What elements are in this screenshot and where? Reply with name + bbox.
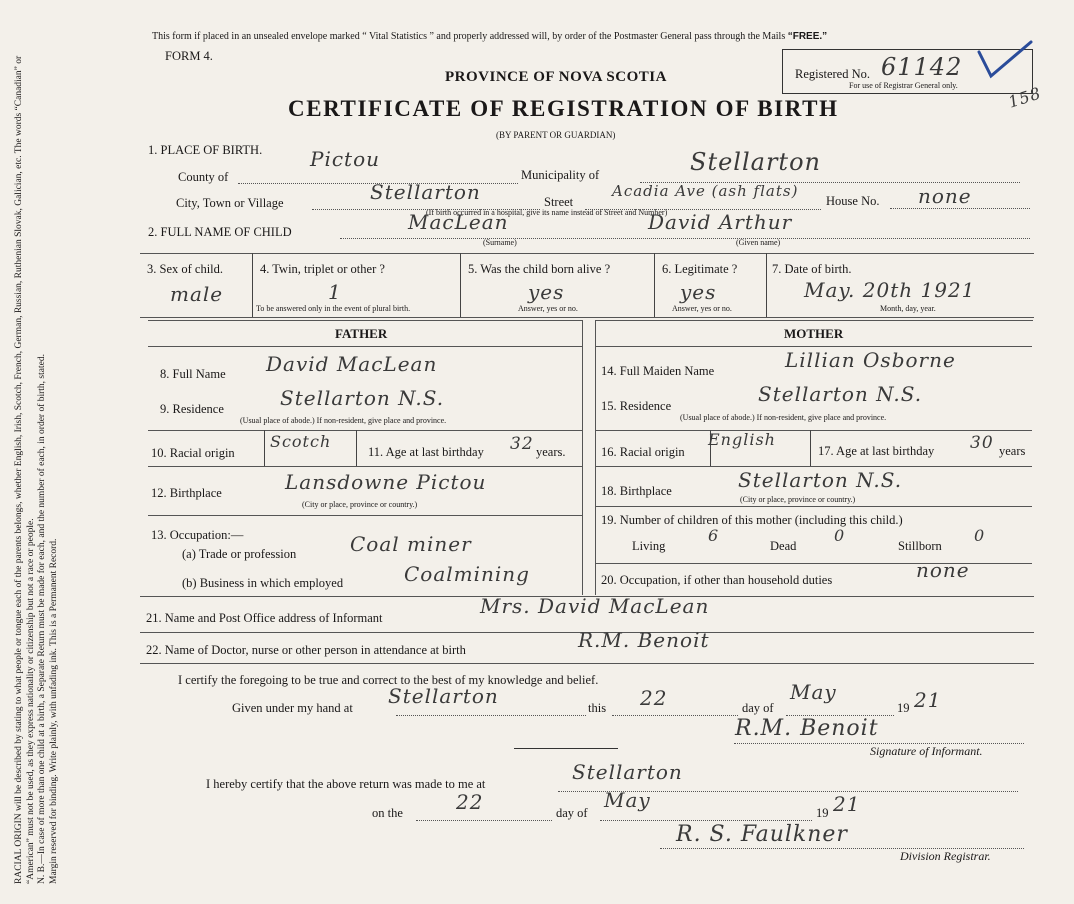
date-label: 7. Date of birth.: [772, 262, 852, 276]
doctor-label: 22. Name of Doctor, nurse or other person in attendance at birth: [146, 643, 466, 657]
fill-line: [238, 183, 518, 184]
hospital-note: (If birth occurred in a hospital, give its name instead of Street and Number): [426, 208, 668, 217]
father-residence-value: Stellarton N.S.: [280, 386, 445, 410]
fill-line: [890, 208, 1030, 209]
registered-note: For use of Registrar General only.: [849, 81, 958, 90]
alive-label: 5. Was the child born alive ?: [468, 262, 611, 276]
corner-mark: 158: [1005, 83, 1044, 112]
father-business-label: (b) Business in which employed: [182, 576, 344, 590]
father-occupation-label: 13. Occupation:—: [151, 528, 244, 542]
legitimate-value: yes: [680, 280, 717, 304]
alive-note: Answer, yes or no.: [518, 304, 578, 313]
registrar-month: May: [604, 788, 651, 812]
child-name-label: 2. FULL NAME OF CHILD: [148, 225, 292, 239]
certify-day: 22: [640, 686, 668, 710]
county-value: Pictou: [310, 147, 381, 171]
living-label: Living: [632, 539, 666, 553]
mother-age-value: 30: [970, 433, 994, 453]
father-name-label: 8. Full Name: [160, 367, 226, 381]
divider: [140, 317, 1034, 318]
living-value: 6: [708, 526, 720, 545]
father-years-label: years.: [536, 445, 566, 459]
municipality-label: Municipality of: [521, 168, 600, 182]
street-label: Street: [544, 195, 574, 209]
father-birthplace-note: (City or place, province or country.): [302, 500, 418, 509]
mother-birthplace-note: (City or place, province or country.): [740, 495, 856, 504]
mail-note-text: This form if placed in an unsealed envelope marked “ Vital Statistics ” and properly addressed will, by order of the Postmaster General pass through the Mails: [152, 31, 786, 42]
father-birthplace-value: Lansdowne Pictou: [285, 470, 487, 494]
registrar-signature-label: Division Registrar.: [900, 849, 991, 863]
divider: [140, 663, 1034, 664]
dead-value: 0: [834, 526, 846, 545]
certify-day-of-label: day of: [742, 701, 774, 715]
father-business-value: Coalmining: [404, 562, 530, 586]
father-race-label: 10. Racial origin: [151, 446, 235, 460]
sex-label: 3. Sex of child.: [147, 262, 224, 276]
date-value: May. 20th 1921: [804, 278, 976, 302]
mother-residence-value: Stellarton N.S.: [758, 382, 923, 406]
informant-label: 21. Name and Post Office address of Informant: [146, 611, 383, 625]
fill-line: [660, 848, 1024, 849]
mother-race-label: 16. Racial origin: [601, 445, 685, 459]
registrar-signature: R. S. Faulkner: [676, 822, 848, 847]
certify-statement: I certify the foregoing to be true and correct to the best of my knowledge and belief.: [178, 673, 599, 687]
father-trade-value: Coal miner: [350, 532, 472, 556]
divider: [148, 466, 582, 467]
given-under-label: Given under my hand at: [232, 701, 353, 715]
street-value: Acadia Ave (ash flats): [612, 182, 799, 200]
house-label: House No.: [826, 194, 880, 208]
form-number: FORM 4.: [165, 49, 213, 63]
divider: [595, 346, 1032, 347]
informant-value: Mrs. David MacLean: [480, 594, 710, 618]
divider: [595, 430, 1032, 431]
father-trade-label: (a) Trade or profession: [182, 547, 297, 561]
certify-this-label: this: [588, 701, 607, 715]
dead-label: Dead: [770, 539, 797, 553]
certify-year: 21: [914, 688, 942, 712]
divider: [766, 253, 767, 317]
page-subtitle: (BY PARENT OR GUARDIAN): [496, 130, 616, 140]
divider: [264, 430, 265, 466]
father-age-value: 32: [510, 434, 534, 454]
registered-number: 61142: [881, 53, 963, 81]
mother-age-label: 17. Age at last birthday: [818, 444, 935, 458]
child-surname: MacLean: [408, 210, 509, 234]
doctor-value: R.M. Benoit: [578, 628, 710, 652]
date-note: Month, day, year.: [880, 304, 936, 313]
place-of-birth-label: 1. PLACE OF BIRTH.: [148, 143, 263, 157]
divider: [654, 253, 655, 317]
divider: [140, 253, 1034, 254]
registrar-year: 21: [833, 792, 861, 816]
stillborn-label: Stillborn: [898, 539, 942, 553]
city-label: City, Town or Village: [176, 196, 284, 210]
margin-note-binding: Margin reserved for binding. Write plainly, with unfading ink. This is a Permanent Record.: [48, 538, 59, 884]
twin-note: To be answered only in the event of plural birth.: [256, 304, 411, 313]
registrar-on-label: on the: [372, 806, 403, 820]
mother-residence-label: 15. Residence: [601, 399, 672, 413]
divider: [148, 430, 582, 431]
stillborn-value: 0: [974, 526, 986, 545]
registrar-day: 22: [456, 790, 484, 814]
margin-notes: [14, 14, 134, 884]
twin-value: 1: [328, 280, 342, 304]
fill-line: [640, 182, 1020, 183]
divider: [356, 430, 357, 466]
mother-occupation-label: 20. Occupation, if other than household duties: [601, 573, 833, 587]
certify-month: May: [790, 680, 837, 704]
sex-value: male: [170, 282, 224, 306]
father-birthplace-label: 12. Birthplace: [151, 486, 222, 500]
informant-signature: R.M. Benoit: [735, 716, 879, 741]
registrar-year-prefix: 19: [816, 806, 829, 820]
father-age-label: 11. Age at last birthday: [368, 445, 484, 459]
municipality-value: Stellarton: [690, 148, 821, 176]
margin-note-racial: RACIAL ORIGIN will be described by stating to what people or tongue each of the parents belongs, whether English, Irish, Scotch, French, German, Russian, Ruthenian Slovak, Galician, etc. The words “Canadian” or “American” must not be used, as they express nationality or citizenship but not a race or people.: [14, 55, 36, 884]
check-mark-icon: [975, 38, 1035, 82]
margin-note-nb: N. B.—In case of more than one child at a birth, a Separate Return must be made for each, and the number of each, in order of birth, stated.: [37, 354, 47, 884]
certify-year-prefix: 19: [897, 701, 910, 715]
certify-place: Stellarton: [388, 684, 499, 708]
fill-line: [786, 715, 894, 716]
mother-birthplace-label: 18. Birthplace: [601, 484, 672, 498]
fill-line: [416, 820, 552, 821]
registrar-statement: I hereby certify that the above return was made to me at: [206, 777, 486, 791]
mother-residence-note: (Usual place of abode.) If non-resident, give place and province.: [680, 413, 887, 422]
divider: [252, 253, 253, 317]
mother-race-value: English: [708, 430, 776, 449]
children-count-label: 19. Number of children of this mother (including this child.): [601, 513, 903, 527]
divider: [595, 506, 1032, 507]
house-value: none: [918, 184, 972, 208]
registered-label: Registered No.: [795, 67, 870, 81]
divider: [810, 430, 811, 466]
fill-line: [612, 715, 738, 716]
father-name-value: David MacLean: [266, 352, 438, 376]
province-heading: PROVINCE OF NOVA SCOTIA: [445, 69, 667, 85]
twin-label: 4. Twin, triplet or other ?: [260, 262, 385, 276]
legitimate-label: 6. Legitimate ?: [662, 262, 738, 276]
fill-line: [312, 209, 540, 210]
mail-note: [152, 31, 827, 42]
county-label: County of: [178, 170, 229, 184]
child-given-name: David Arthur: [648, 210, 793, 234]
divider: [595, 466, 1032, 467]
fill-line: [340, 238, 1030, 239]
fill-line: [396, 715, 586, 716]
mother-name-label: 14. Full Maiden Name: [601, 364, 715, 378]
divider: [148, 346, 582, 347]
alive-value: yes: [528, 280, 565, 304]
father-race-value: Scotch: [270, 432, 332, 451]
legitimate-note: Answer, yes or no.: [672, 304, 732, 313]
mother-occupation-value: none: [916, 558, 970, 582]
fill-line: [585, 209, 821, 210]
fill-line: [600, 820, 812, 821]
mother-name-value: Lillian Osborne: [785, 348, 956, 372]
mother-birthplace-value: Stellarton N.S.: [738, 468, 903, 492]
page-title: CERTIFICATE OF REGISTRATION OF BIRTH: [288, 96, 839, 121]
fill-line: [558, 791, 1018, 792]
mother-heading: MOTHER: [784, 326, 844, 341]
divider: [514, 748, 618, 749]
mother-years-label: years: [999, 444, 1026, 458]
given-name-note: (Given name): [736, 238, 781, 247]
surname-note: (Surname): [483, 238, 517, 247]
divider: [148, 515, 582, 516]
city-value: Stellarton: [370, 180, 481, 204]
registrar-place: Stellarton: [572, 760, 683, 784]
fill-line: [734, 743, 1024, 744]
father-residence-note: (Usual place of abode.) If non-resident, give place and province.: [240, 416, 447, 425]
registrar-day-of-label: day of: [556, 806, 588, 820]
informant-signature-label: Signature of Informant.: [870, 744, 983, 758]
divider: [460, 253, 461, 317]
father-heading: FATHER: [335, 326, 388, 341]
father-residence-label: 9. Residence: [160, 402, 224, 416]
free-label: “FREE.”: [787, 31, 828, 42]
